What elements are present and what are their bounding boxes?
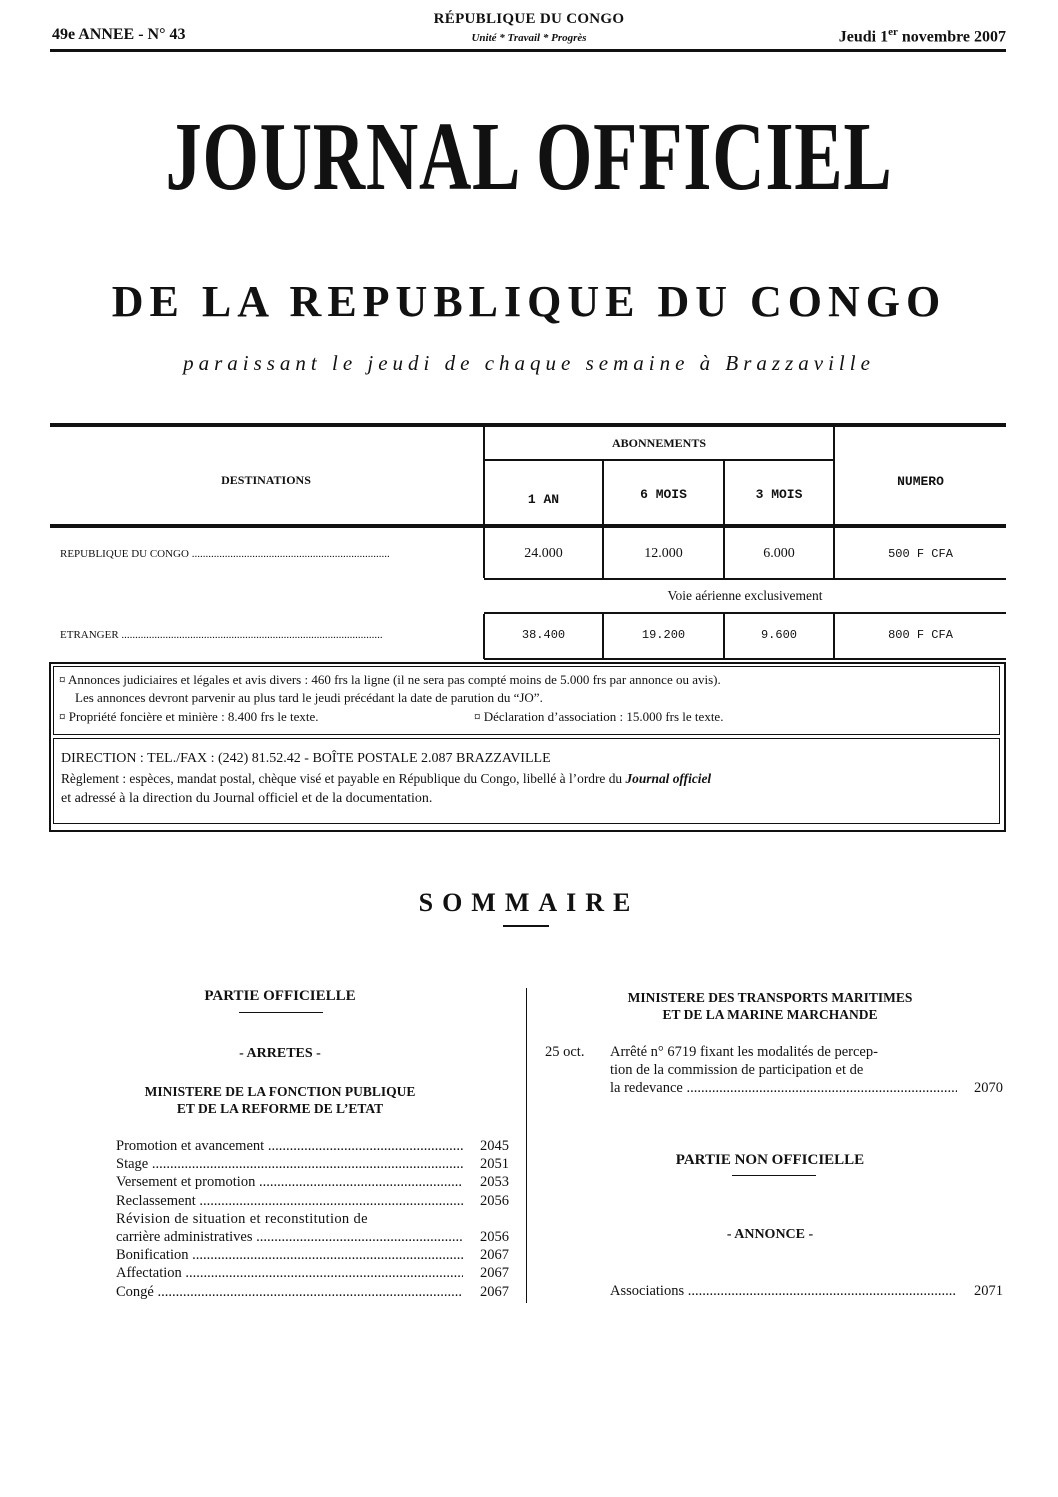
toc-item-label: Affectation ..... [116, 1264, 463, 1282]
col-1an: 1 AN [527, 492, 560, 507]
entry-line-3: la redevance ..... [610, 1079, 957, 1097]
direction-line-3: et adressé à la direction du Journal officiel et de la documentation. [61, 791, 433, 806]
toc-item-page: 2067 [480, 1265, 509, 1282]
toc-item-page: 2045 [480, 1138, 509, 1154]
ministry-fonction-publique [100, 1083, 460, 1117]
sommaire-underline [503, 925, 549, 927]
col-3mois: 3 MOIS [755, 487, 803, 502]
toc-item-page: 2067 [480, 1283, 509, 1300]
annonce-heading: - ANNONCE - [726, 1227, 814, 1242]
toc-item-page: 2053 [480, 1174, 509, 1191]
table-top-rule [50, 423, 1006, 427]
toc-item-page: 2056 [480, 1192, 509, 1209]
toc-item[interactable] [116, 1192, 509, 1210]
air-note: Voie aérienne exclusivement [667, 588, 823, 603]
row-congo-label: REPUBLIQUE DU CONGO ........................................................................ [60, 548, 390, 560]
row-congo-3mois: 6.000 [763, 546, 795, 561]
toc-item[interactable] [116, 1137, 509, 1155]
row-etranger-label: ETRANGER ............................................................................................... [60, 629, 383, 641]
partie-non-officielle-rule [732, 1175, 816, 1176]
toc-item-label: Reclassement ..... [116, 1192, 463, 1210]
toc-right-assoc[interactable] [610, 1282, 1003, 1300]
republic-name: RÉPUBLIQUE DU CONGO [433, 11, 625, 27]
row-congo-numero: 500 F CFA [888, 547, 953, 561]
header-center [400, 11, 658, 44]
entry-line-2: tion de la commission de participation et de [610, 1062, 864, 1078]
toc-item-label: carrière administratives ..... [116, 1228, 463, 1246]
toc-item-page: 2051 [480, 1156, 509, 1173]
toc-item-page: 2067 [480, 1247, 509, 1264]
ministry-right-line-2: ET DE LA MARINE MARCHANDE [662, 1007, 878, 1022]
toc-item[interactable] [116, 1264, 509, 1282]
date-superscript: er [888, 26, 898, 38]
national-motto: Unité * Travail * Progrès [471, 32, 587, 44]
journal-tagline: paraissant le jeudi de chaque semaine à Brazzaville [183, 351, 875, 375]
ministry-right-line-1: MINISTERE DES TRANSPORTS MARITIMES [627, 990, 913, 1005]
date-suffix: novembre 2007 [897, 28, 1006, 46]
toc-item[interactable] [116, 1246, 509, 1264]
journal-title: JOURNAL OFFICIEL [165, 103, 893, 211]
table-header-rule [50, 524, 1006, 528]
partie-non-officielle-heading: PARTIE NON OFFICIELLE [675, 1152, 865, 1168]
partie-officielle-heading: PARTIE OFFICIELLE [204, 988, 356, 1004]
direction-line-2 [61, 770, 995, 788]
toc-item-label: Congé ..... [116, 1283, 463, 1301]
ministry-left-line-1: MINISTERE DE LA FONCTION PUBLIQUE [144, 1084, 416, 1099]
issue-date [839, 26, 1006, 46]
col-numero: NUMERO [897, 474, 944, 489]
toc-item[interactable] [116, 1283, 509, 1301]
toc-item-label: Versement et promotion ..... [116, 1173, 463, 1191]
announcement-line-2: Les annonces devront parvenir au plus tard le jeudi précédant la date de parution du “JO”. [75, 690, 543, 705]
announcement-line-3a: ¤ Propriété foncière et minière : 8.400 frs le texte. [59, 709, 319, 724]
toc-item[interactable] [116, 1228, 509, 1246]
journal-subtitle: DE LA REPUBLIQUE DU CONGO [111, 277, 947, 326]
col-6mois: 6 MOIS [640, 487, 687, 502]
toc-left [116, 1137, 509, 1301]
toc-item-label: Promotion et avancement ..... [116, 1137, 463, 1155]
toc-item[interactable] [116, 1173, 509, 1191]
toc-item-revision-line [116, 1210, 509, 1228]
row-etranger-6mois: 19.200 [641, 628, 686, 642]
toc-item[interactable] [116, 1155, 509, 1173]
row-etranger-3mois: 9.600 [760, 628, 797, 642]
air-rule [484, 612, 1006, 614]
direction-journal-name: Journal officiel [625, 771, 712, 786]
row1-rule [484, 578, 1006, 580]
partie-officielle-rule [239, 1012, 323, 1013]
toc-item-page: 2071 [974, 1283, 1003, 1299]
column-divider [526, 988, 527, 1303]
date-prefix: Jeudi 1 [838, 28, 889, 46]
sommaire-title: SOMMAIRE [418, 888, 640, 917]
issue-number: 49e ANNEE - N° 43 [52, 26, 186, 43]
announcement-line-3b: ¤ Déclaration d’association : 15.000 frs le texte. [474, 709, 724, 724]
col-destinations: DESTINATIONS [221, 473, 311, 487]
row-congo-1an: 24.000 [524, 546, 563, 561]
toc-item-label: Bonification ..... [116, 1246, 463, 1264]
entry-line-1: Arrêté n° 6719 fixant les modalités de percep- [610, 1044, 878, 1060]
abonnements-rule [484, 459, 834, 461]
toc-item-page: 2056 [480, 1229, 509, 1246]
ministry-left-line-2: ET DE LA REFORME DE L’ETAT [176, 1101, 384, 1116]
col-abonnements: ABONNEMENTS [611, 436, 706, 450]
table-bottom-rule [484, 658, 1006, 660]
direction-line-2-text: Règlement : espèces, mandat postal, chèque visé et payable en République du Congo, libellé à l’ordre du [61, 771, 626, 786]
announcement-line-1: ¤ Annonces judiciaires et légales et avis divers : 460 frs la ligne (il ne sera pas compté moins de 5.000 frs par annonce ou avis). [59, 672, 721, 687]
toc-revision-text: Révision de situation et reconstitution de [116, 1210, 368, 1227]
direction-line-1: DIRECTION : TEL./FAX : (242) 81.52.42 - BOÎTE POSTALE 2.087 BRAZZAVILLE [61, 751, 551, 766]
toc-item-label: Associations ..... [610, 1282, 957, 1300]
header-rule [50, 49, 1006, 52]
ministry-transports [560, 989, 980, 1023]
entry-page: 2070 [974, 1080, 1003, 1096]
arretes-heading: - ARRETES - [239, 1046, 321, 1061]
entry-line-3-row [610, 1079, 1003, 1097]
toc-item-label: Stage ..... [116, 1155, 463, 1173]
entry-date: 25 oct. [545, 1044, 585, 1060]
toc-item[interactable] [610, 1282, 1003, 1300]
row-congo-6mois: 12.000 [644, 546, 683, 561]
row-etranger-numero: 800 F CFA [888, 628, 953, 642]
row-etranger-1an: 38.400 [521, 628, 566, 642]
